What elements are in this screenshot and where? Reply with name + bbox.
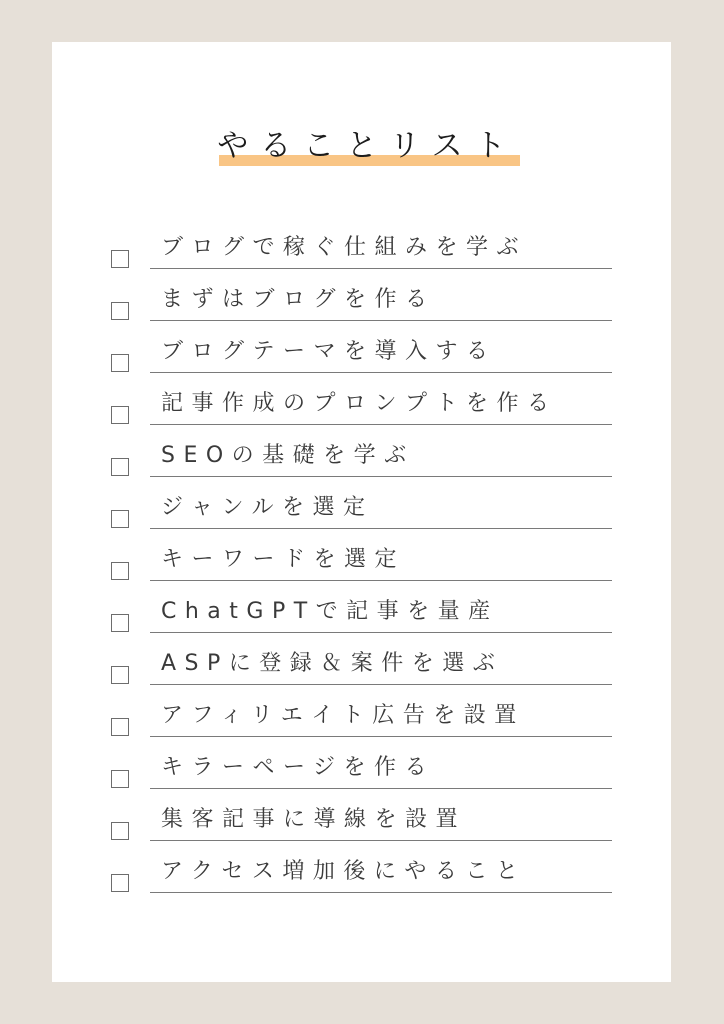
todo-label: ChatGPTで記事を量産 [161,599,499,624]
todo-label: アフィリエイト広告を設置 [161,703,525,728]
underline [150,736,612,737]
page-title-text: やることリスト [217,128,518,164]
todo-item [52,436,671,488]
checkbox[interactable] [111,250,129,268]
todo-label: ブログで稼ぐ仕組みを学ぶ [161,235,528,260]
todo-item [52,228,671,280]
underline [150,840,612,841]
todo-label: まずはブログを作る [161,287,436,312]
checkbox[interactable] [111,458,129,476]
todo-label: アクセス増加後にやること [161,859,527,884]
todo-item [52,384,671,436]
todo-item [52,696,671,748]
underline [150,632,612,633]
underline [150,684,612,685]
todo-item [52,540,671,592]
underline [150,476,612,477]
todo-label: キーワードを選定 [161,547,406,572]
todo-label: ジャンルを選定 [161,495,374,520]
todo-label: キラーページを作る [161,755,436,780]
checkbox[interactable] [111,770,129,788]
underline [150,788,612,789]
checkbox[interactable] [111,822,129,840]
checkbox[interactable] [111,666,129,684]
todo-item [52,644,671,696]
todo-item [52,332,671,384]
todo-item [52,488,671,540]
todo-label: ブログテーマを導入する [161,339,497,364]
checkbox[interactable] [111,562,129,580]
todo-label: ASPに登録＆案件を選ぶ [161,651,504,676]
underline [150,580,612,581]
checkbox[interactable] [111,510,129,528]
todo-label: SEOの基礎を学ぶ [161,443,415,468]
checklist-card [52,42,671,982]
checkbox[interactable] [111,354,129,372]
checkbox[interactable] [111,718,129,736]
todo-item [52,852,671,904]
checkbox[interactable] [111,614,129,632]
underline [150,424,612,425]
underline [150,320,612,321]
todo-label: 記事作成のプロンプトを作る [161,391,558,416]
underline [150,372,612,373]
todo-item [52,592,671,644]
checkbox[interactable] [111,874,129,892]
todo-label: 集客記事に導線を設置 [161,807,467,832]
title-area [52,126,671,166]
todo-item [52,748,671,800]
checkbox[interactable] [111,302,129,320]
todo-item [52,800,671,852]
underline [150,892,612,893]
underline [150,268,612,269]
todo-item [52,280,671,332]
checkbox[interactable] [111,406,129,424]
page-title [205,126,517,166]
underline [150,528,612,529]
